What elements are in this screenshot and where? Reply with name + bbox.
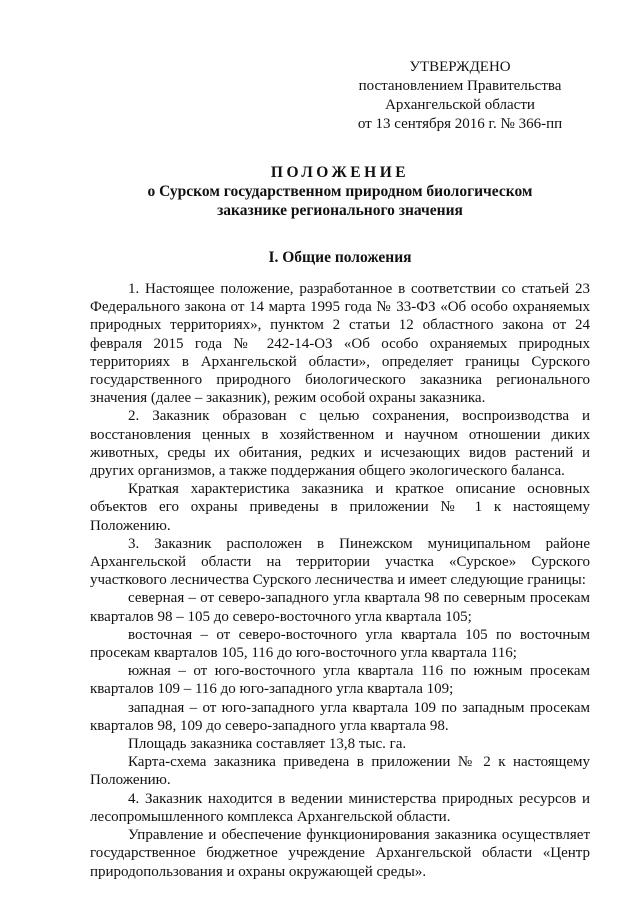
title-main: ПОЛОЖЕНИЕ [270, 164, 410, 181]
document-title [90, 163, 590, 220]
document-body [90, 280, 590, 881]
paragraph: 3. Заказник расположен в Пинежском муниципальном районе Архангельской области на территории участка «Сурское» Сурского участкового лесничества Сурского лесничества и имеет следующие границы: [90, 535, 590, 589]
approval-heading: УТВЕРЖДЕНО [409, 59, 511, 75]
paragraph: 2. Заказник образован с целью сохранения, воспроизводства и восстановления ценных в хозяйственном и научном отношении диких животных, среды их обитания, редких и исчезающих видов растений и других организмов, а также поддержания общего экологического баланса. [90, 408, 590, 480]
title-subtitle: заказнике регионального значения [217, 202, 463, 219]
paragraph: Площадь заказника составляет 13,8 тыс. га. [128, 736, 407, 753]
paragraph: северная – от северо-западного угла квартала 98 по северным просекам кварталов 98 – 105 до северо-восточного угла квартала 105; [90, 590, 590, 625]
title-subtitle: о Сурском государственном природном биологическом [147, 183, 533, 200]
paragraph: южная – от юго-восточного угла квартала 116 по южным просекам кварталов 109 – 116 до юго-западного угла квартала 109; [90, 663, 590, 698]
approval-line: Архангельской области [385, 97, 535, 113]
paragraph: западная – от юго-западного угла квартала 109 по западным просекам кварталов 98, 109 до северо-западного угла квартала 98. [90, 699, 590, 734]
approval-line: постановлением Правительства [358, 78, 562, 94]
paragraph: 1. Настоящее положение, разработанное в соответствии со статьей 23 Федерального закона от 14 марта 1995 года № 33-ФЗ «Об особо охраняемых природных территориях», пунктом 2 статьи 12 областного закона от 24 февраля 2015 года № 242-14-ОЗ «Об особо охраняемых природных территориях в Архангельской области», определяет границы Сурского государственного природного биологического заказника регионального значения (далее – заказник), режим особой охраны заказника. [90, 281, 590, 407]
paragraph: Карта-схема заказника приведена в приложении № 2 к настоящему Положению. [90, 754, 590, 789]
approval-stamp [330, 58, 590, 134]
paragraph: восточная – от северо-восточного угла квартала 105 по восточным просекам кварталов 105, 116 до юго-восточного угла квартала 116; [90, 626, 590, 662]
paragraph: Краткая характеристика заказника и краткое описание основных объектов его охраны приведены в приложении № 1 к настоящему Положению. [90, 481, 590, 534]
paragraph: Управление и обеспечение функционирования заказника осуществляет государственное бюджетное учреждение Архангельской области «Центр природопользования и охраны окружающей среды». [90, 827, 590, 880]
paragraph: 4. Заказник находится в ведении министерства природных ресурсов и лесопромышленного комплекса Архангельской области. [90, 790, 590, 825]
approval-date: от 13 сентября 2016 г. № 366-пп [357, 116, 563, 132]
section-heading: I. Общие положения [268, 249, 412, 266]
